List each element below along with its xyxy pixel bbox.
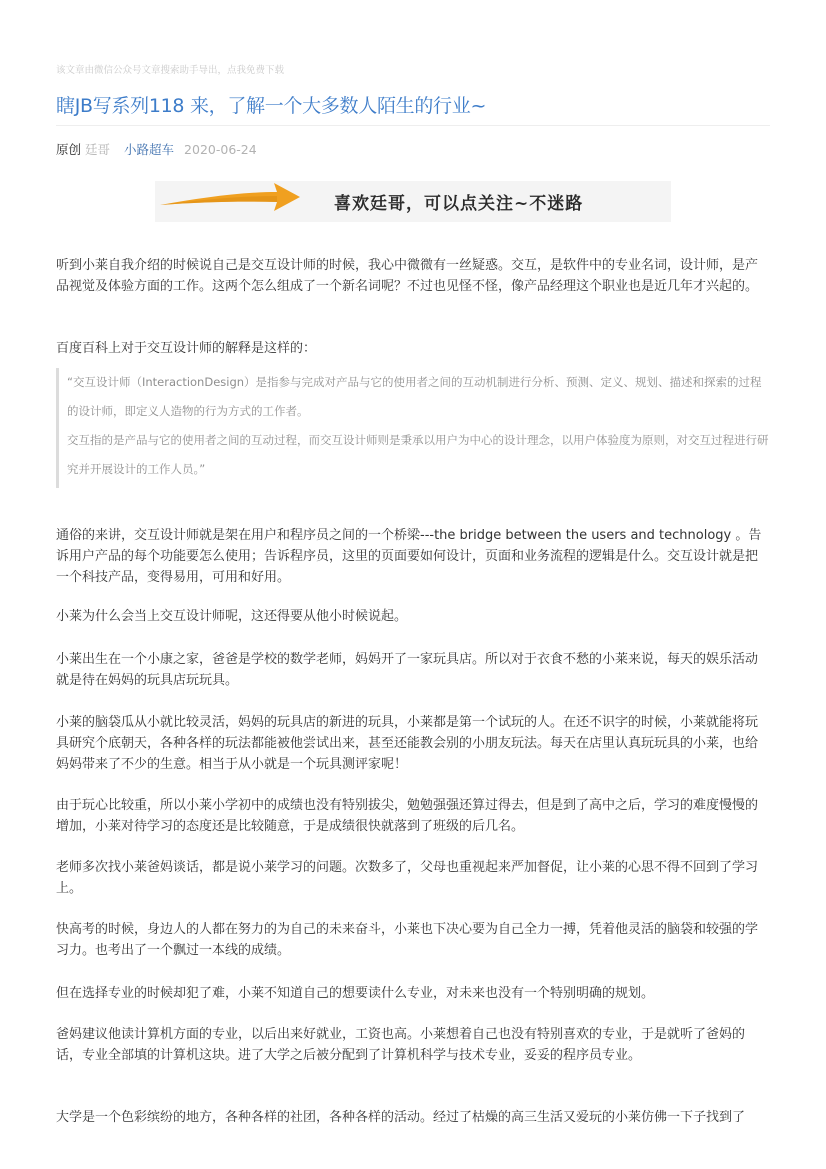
author-name: 廷哥 [85,142,111,157]
paragraph-10: 但在选择专业的时候却犯了难，小莱不知道自己的想要读什么专业，对未来也没有一个特别明确的规划。 [56,986,655,1001]
title-divider [56,125,770,126]
paragraph-11: 爸妈建议他读计算机方面的专业，以后出来好就业，工资也高。小莱想着自己也没有特别喜欢的专业，于是就听了爸妈的话，专业全部填的计算机这块。进了大学之后被分配到了计算机科学与技术专业，妥妥的程序员专业。 [56,1027,746,1063]
paragraph-9: 快高考的时候，身边人的人都在努力的为自己的未来奋斗，小莱也下决心要为自己全力一搏，凭着他灵活的脑袋和较强的学习力。也考出了一个飘过一本线的成绩。 [56,922,759,958]
banner-text: 喜欢廷哥，可以点关注~不迷路 [334,194,584,214]
paragraph-1: 听到小莱自我介绍的时候说自己是交互设计师的时候，我心中微微有一丝疑惑。交互，是软件中的专业名词，设计师，是产品视觉及体验方面的工作。这两个怎么组成了一个新名词呢？不过也见怪不怪，像产品经理这个职业也是近几年才兴起的。 [56,258,759,294]
paragraph-7: 由于玩心比较重，所以小莱小学初中的成绩也没有特别拔尖，勉勉强强还算过得去，但是到了高中之后，学习的难度慢慢的增加，小莱对待学习的态度还是比较随意，于是成绩很快就落到了班级的后几名。 [56,798,759,834]
paragraph-6: 小莱的脑袋瓜从小就比较灵活，妈妈的玩具店的新进的玩具，小莱都是第一个试玩的人。在还不识字的时候，小莱就能将玩具研究个底朝天，各种各样的玩法都能被他尝试出来，甚至还能教会别的小朋友玩法。每天在店里认真玩玩具的小莱，也给妈妈带来了不少的生意。相当于从小就是一个玩具测评家呢！ [56,715,759,772]
original-label: 原创 [56,142,82,157]
article-meta [56,140,257,158]
blockquote [56,368,773,488]
export-note-link[interactable]: 该文章由微信公众号文章搜索助手导出，点我免费下载 [56,65,285,76]
publish-date: 2020-06-24 [184,142,257,157]
paragraph-4: 小莱为什么会当上交互设计师呢，这还得要从他小时候说起。 [56,609,408,624]
account-link[interactable]: 小路超车 [124,142,175,157]
paragraph-5: 小莱出生在一个小康之家，爸爸是学校的数学老师，妈妈开了一家玩具店。所以对于衣食不愁的小莱来说，每天的娱乐活动就是待在妈妈的玩具店玩玩具。 [56,652,759,688]
paragraph-8: 老师多次找小莱爸妈谈话，都是说小莱学习的问题。次数多了，父母也重视起来严加督促，让小莱的心思不得不回到了学习上。 [56,860,759,896]
quote-line-1: “交互设计师（InteractionDesign）是指参与完成对产品与它的使用者之间的互动机制进行分析、预测、定义、规划、描述和探索的过程的设计师，即定义人造物的行为方式的工作者。 [67,375,762,418]
paragraph-2: 百度百科上对于交互设计师的解释是这样的： [56,341,317,356]
paragraph-3: 通俗的来讲，交互设计师就是架在用户和程序员之间的一个桥梁---the bridge between the users and technology 。告诉用户产品的每个功能要怎么使用；告诉程序员，这里的页面要如何设计，页面和业务流程的逻辑是什么。交互设计就是把一个科技产品，变得易用，可用和好用。 [56,528,762,585]
paragraph-12: 大学是一个色彩缤纷的地方，各种各样的社团，各种各样的活动。经过了枯燥的高三生活又爱玩的小莱仿佛一下子找到了 [56,1110,746,1125]
quote-line-2: 交互指的是产品与它的使用者之间的互动过程，而交互设计师则是秉承以用户为中心的设计理念，以用户体验度为原则，对交互过程进行研究并开展设计的工作人员。” [67,433,769,476]
follow-banner [155,181,671,222]
article-title: 瞎JB写系列118 来，了解一个大多数人陌生的行业~ [56,95,487,117]
arrow-icon [155,181,335,222]
